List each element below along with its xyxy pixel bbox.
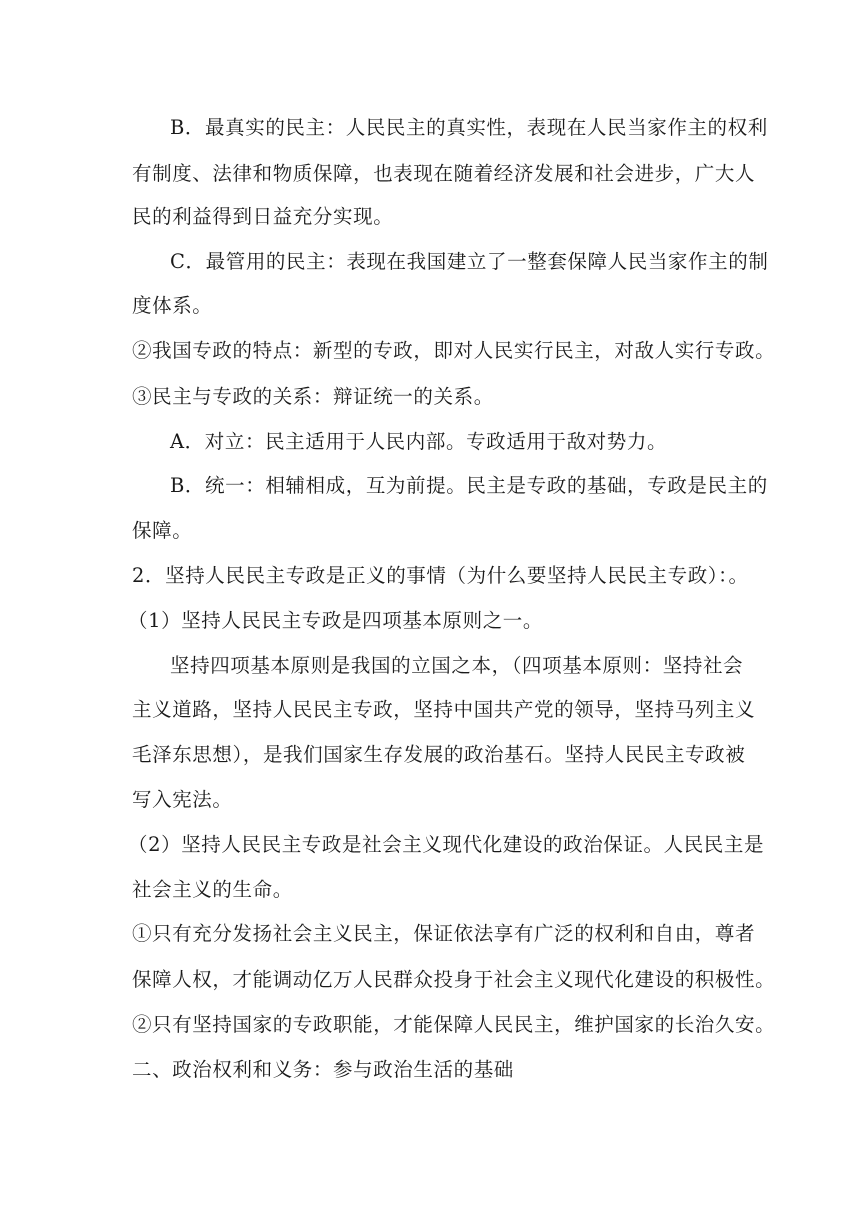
paragraph-line: C．最管用的民主：表现在我国建立了一整套保障人民当家作主的制 <box>170 250 769 273</box>
paragraph-line: 社会主义的生命。 <box>132 878 293 901</box>
paragraph-line: 写入宪法。 <box>132 788 233 811</box>
paragraph-line: A．对立：民主适用于人民内部。专政适用于敌对势力。 <box>170 430 668 453</box>
paragraph-line: B．最真实的民主：人民民主的真实性，表现在人民当家作主的权利 <box>170 116 768 139</box>
paragraph-line: 坚持四项基本原则是我国的立国之本，（四项基本原则：坚持社会 <box>170 654 744 677</box>
section-heading: 二、政治权利和义务：参与政治生活的基础 <box>132 1058 514 1081</box>
paragraph-line: 保障。 <box>132 519 193 542</box>
paragraph-line: （1）坚持人民民主专政是四项基本原则之一。 <box>128 609 544 632</box>
paragraph-line: ①只有充分发扬社会主义民主，保证依法享有广泛的权利和自由，尊者 <box>132 922 756 945</box>
paragraph-line: 毛泽东思想），是我们国家生存发展的政治基石。坚持人民民主专政被 <box>132 743 746 766</box>
paragraph-line: （2）坚持人民民主专政是社会主义现代化建设的政治保证。人民民主是 <box>128 833 765 856</box>
paragraph-line: B．统一：相辅相成，互为前提。民主是专政的基础，专政是民主的 <box>170 474 768 497</box>
paragraph-line: 度体系。 <box>132 294 213 317</box>
paragraph-line: 主义道路，坚持人民民主专政，坚持中国共产党的领导，坚持马列主义 <box>132 698 756 721</box>
paragraph-line: 有制度、法律和物质保障，也表现在随着经济发展和社会进步，广大人 <box>132 162 756 185</box>
paragraph-line: ②只有坚持国家的专政职能，才能保障人民民主，维护国家的长治久安。 <box>132 1013 776 1036</box>
paragraph-line: 2．坚持人民民主专政是正义的事情（为什么要坚持人民民主专政）：。 <box>132 564 749 587</box>
paragraph-line: 保障人权，才能调动亿万人民群众投身于社会主义现代化建设的积极性。 <box>132 968 776 991</box>
paragraph-line: 民的利益得到日益充分实现。 <box>132 205 394 228</box>
paragraph-line: ③民主与专政的关系：辩证统一的关系。 <box>132 385 494 408</box>
paragraph-line: ②我国专政的特点：新型的专政，即对人民实行民主，对敌人实行专政。 <box>132 339 776 362</box>
